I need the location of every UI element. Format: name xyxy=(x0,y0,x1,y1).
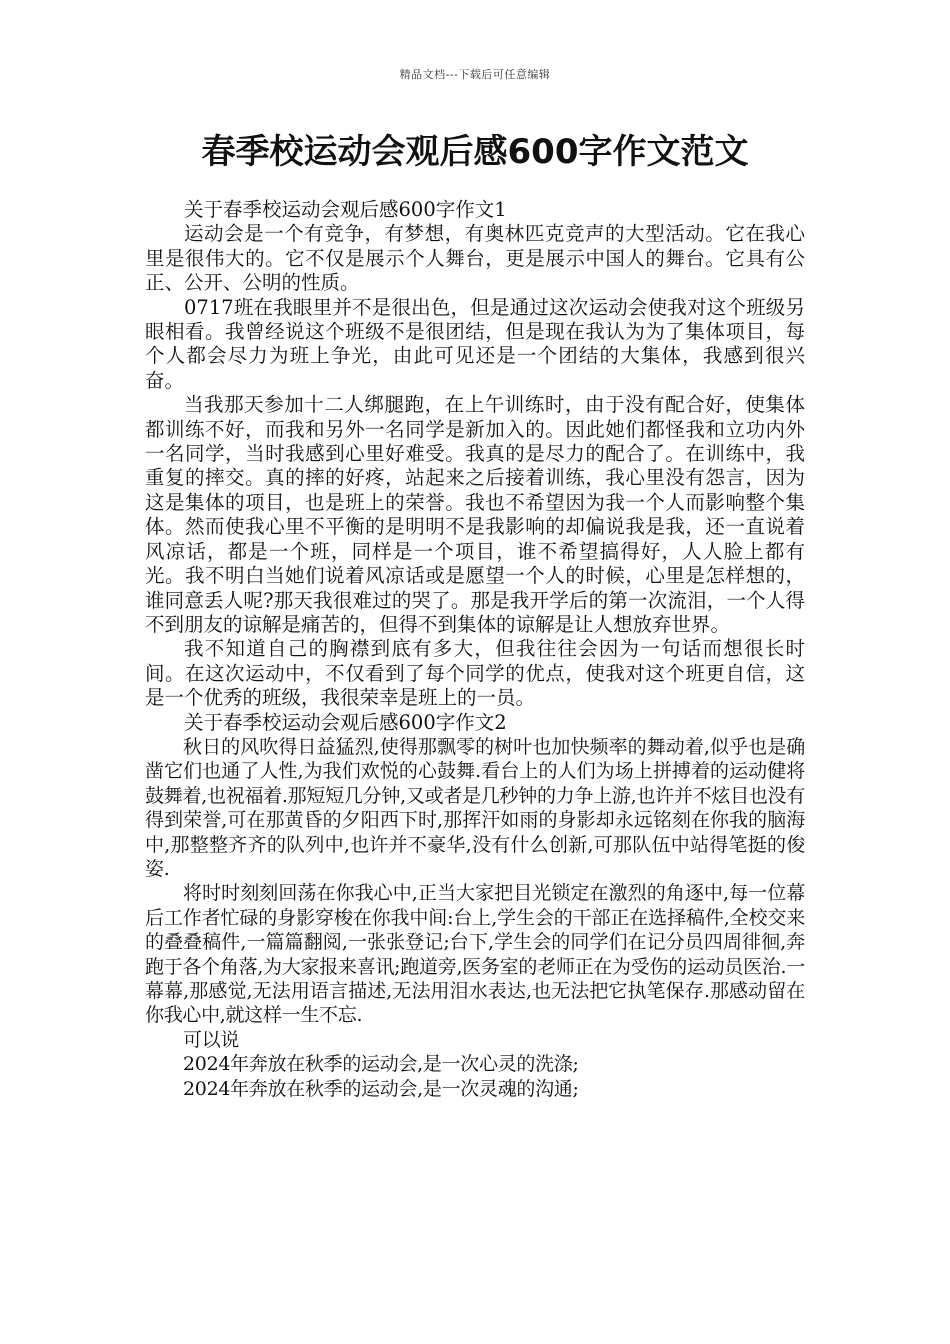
essay-1-paragraph-1: 运动会是一个有竞争，有梦想，有奥林匹克竞声的大型活动。它在我心里是很伟大的。它不仅是展示个人舞台，更是展示中国人的舞台。它具有公正、公开、公明的性质。 xyxy=(145,222,805,295)
essay-1-paragraph-2: 0717班在我眼里并不是很出色，但是通过这次运动会使我对这个班级另眼相看。我曾经说这个班级不是很团结，但是现在我认为为了集体项目，每个人都会尽力为班上争光，由此可见还是一个团结的大集体，我感到很兴奋。 xyxy=(145,295,805,392)
essay-1-paragraph-4: 我不知道自己的胸襟到底有多大，但我往往会因为一句话而想很长时间。在这次运动中，不仅看到了每个同学的优点，使我对这个班更自信，这是一个优秀的班级，我很荣幸是班上的一员。 xyxy=(145,637,805,710)
essay-2-paragraph-3: 可以说 xyxy=(183,1028,240,1051)
essay-2-paragraph-4: 2024年奔放在秋季的运动会,是一次心灵的洗涤; xyxy=(183,1053,579,1076)
document-title: 春季校运动会观后感600字作文范文 xyxy=(201,132,749,172)
document-body xyxy=(145,198,805,1101)
essay-2-paragraph-5: 2024年奔放在秋季的运动会,是一次灵魂的沟通; xyxy=(183,1077,579,1100)
essay-1-heading: 关于春季校运动会观后感600字作文1 xyxy=(184,198,507,221)
essay-2-heading: 关于春季校运动会观后感600字作文2 xyxy=(184,710,507,734)
page-header-note: 精品文档---下载后可任意编辑 xyxy=(399,68,551,81)
essay-1-paragraph-3: 当我那天参加十二人绑腿跑，在上午训练时，由于没有配合好，使集体都训练不好，而我和另外一名同学是新加入的。因此她们都怪我和立功内外一名同学，当时我感到心里好难受。我真的是尽力的配合了。在训练中，我重复的摔交。真的摔的好疼，站起来之后接着训练，我心里没有怨言，因为这是集体的项目，也是班上的荣誉。我也不希望因为我一个人而影响整个集体。然而使我心里不平衡的是明明不是我影响的却偏说我是我，还一直说着风凉话，都是一个班，同样是一个项目，谁不希望搞得好，人人脸上都有光。我不明白当她们说着风凉话或是愿望一个人的时候，心里是怎样想的，谁同意丢人呢?那天我很难过的哭了。那是我开学后的第一次流泪，一个人得不到朋友的谅解是痛苦的，但得不到集体的谅解是让人想放弃世界。 xyxy=(145,393,805,636)
essay-2-paragraph-2: 将时时刻刻回荡在你我心中,正当大家把目光锁定在激烈的角逐中,每一位幕后工作者忙碌的身影穿梭在你我中间:台上,学生会的干部正在选择稿件,全校交来的叠叠稿件,一篇篇翻阅,一张张登记;台下,学生会的同学们在记分员四周徘徊,奔跑于各个角落,为大家报来喜讯;跑道旁,医务室的老师正在为受伤的运动员医治.一幕幕,那感觉,无法用语言描述,无法用泪水表达,也无法把它执笔保存.那感动留在你我心中,就这样一生不忘. xyxy=(145,882,805,1027)
essay-2-paragraph-1: 秋日的风吹得日益猛烈,使得那飘零的树叶也加快频率的舞动着,似乎也是确凿它们也通了人性,为我们欢悦的心鼓舞.看台上的人们为场上拼搏着的运动健将鼓舞着,也祝福着.那短短几分钟,又或者是几秒钟的力争上游,也许并不炫目也没有得到荣誉,可在那黄昏的夕阳西下时,那挥汗如雨的身影却永远铭刻在你我的脑海中,那整整齐齐的队列中,也许并不豪华,没有什么创新,可那队伍中站得笔挺的俊姿. xyxy=(145,735,805,880)
